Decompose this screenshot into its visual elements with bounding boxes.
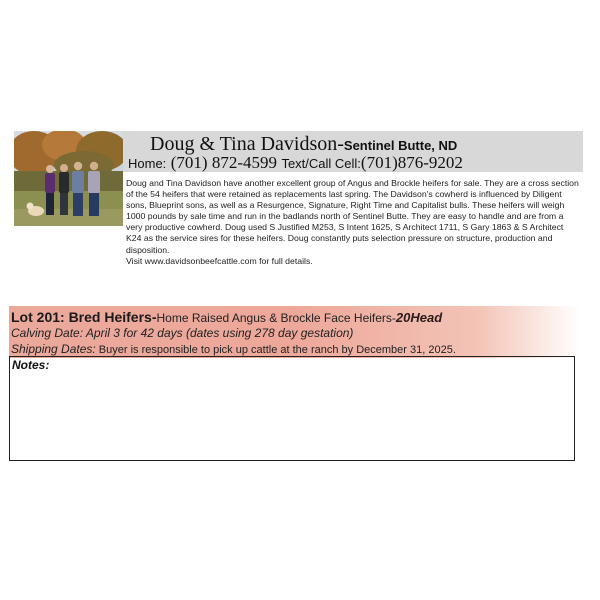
calving-date: Calving Date: April 3 for 42 days (dates using 278 day gestation) xyxy=(11,326,354,340)
shipping-text: Buyer is responsible to pick up cattle at the ranch by December 31, 2025. xyxy=(95,344,456,356)
lot-head-count: 20Head xyxy=(395,310,443,325)
notes-label: Notes: xyxy=(12,358,50,372)
website-line: Visit www.davidsonbeefcattle.com for full details. xyxy=(126,255,313,266)
home-phone-label: Home: xyxy=(128,156,167,171)
shipping-dates xyxy=(11,342,456,356)
lot-heading xyxy=(11,309,442,325)
contact-phones xyxy=(128,153,463,173)
family-photo-icon xyxy=(14,131,123,226)
home-phone: (701) 872-4599 xyxy=(170,153,277,172)
description-body: Doug and Tina Davidson have another excellent group of Angus and Brockle heifers for sale. They are a cross section of the 54 heifers that were retained as replacements last spring. The Davidson's cowherd is influenced by Diligent sons, Blueprint sons, as well as a Resurgence, Signature, Right Time and Capitalist bulls. These heifers will weigh 1000 pounds by sale time and run in the badlands north of Sentinel Butte. They are easy to handle and are from a very productive cowherd. Doug used S Justified M253, S Intent 1625, S Architect 1711, S Gary 1863 & S Architect K24 as the service sires for these heifers. Doug constantly puts selection pressure on structure, production and disposition. xyxy=(126,178,579,255)
cell-phone-label: Text/Call Cell: xyxy=(281,156,361,171)
ranch-location: Sentinel Butte, ND xyxy=(343,138,458,153)
owner-names: Doug & Tina Davidson- xyxy=(150,133,344,155)
ranch-description xyxy=(126,178,581,267)
lot-subtitle: Home Raised Angus & Brockle Face Heifers- xyxy=(156,311,396,325)
notes-box[interactable] xyxy=(9,356,575,461)
shipping-label: Shipping Dates: xyxy=(11,342,96,356)
lot-title: Lot 201: Bred Heifers- xyxy=(11,309,157,325)
cell-phone: (701)876-9202 xyxy=(360,153,463,172)
family-photo-graphic xyxy=(14,131,123,226)
